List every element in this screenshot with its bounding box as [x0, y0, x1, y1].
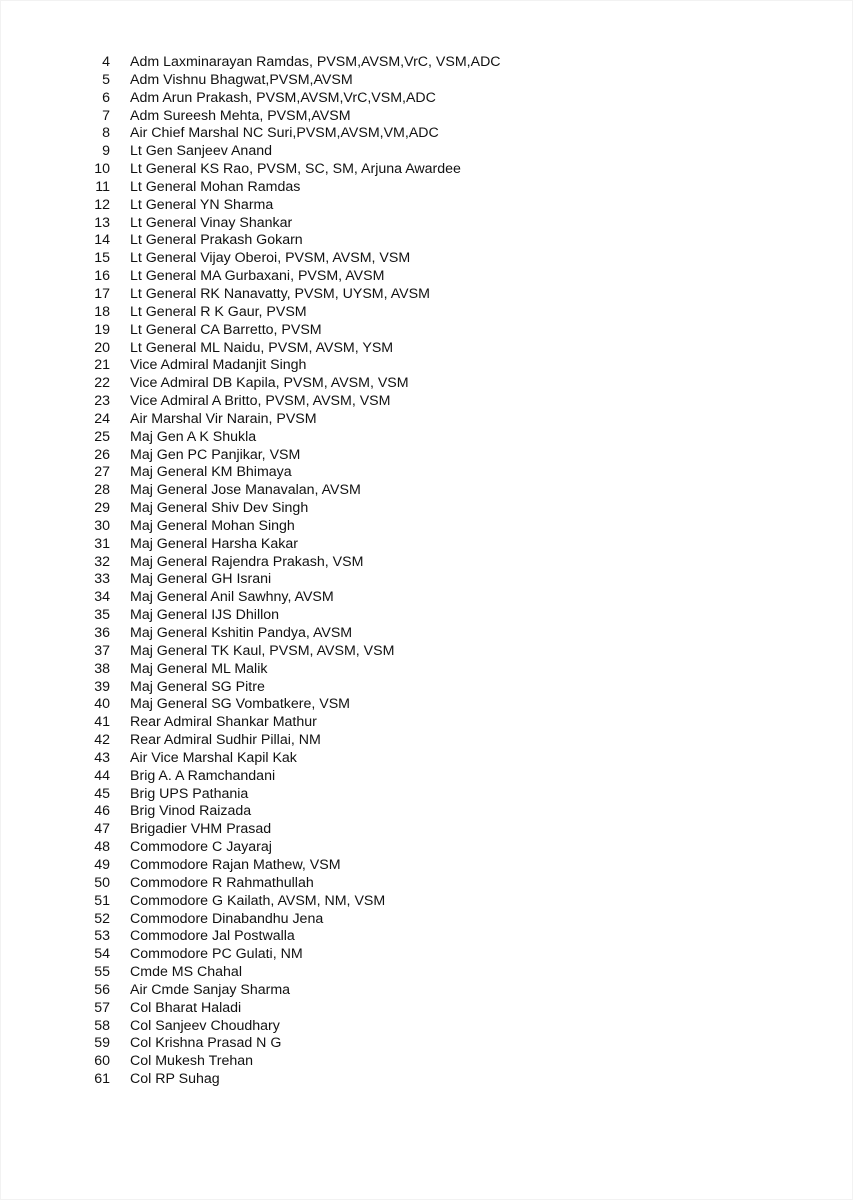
entry-number: 12 — [94, 196, 110, 213]
entry-name: Adm Arun Prakash, PVSM,AVSM,VrC,VSM,ADC — [130, 89, 436, 106]
entry-name: Rear Admiral Sudhir Pillai, NM — [130, 732, 321, 749]
entry-name: Brig Vinod Raizada — [130, 803, 252, 820]
entry-number: 49 — [94, 856, 110, 873]
entry-name: Maj General Jose Manavalan, AVSM — [130, 482, 361, 499]
list-item — [0, 304, 501, 322]
list-item — [0, 464, 501, 482]
list-item — [0, 500, 501, 518]
entry-number: 15 — [94, 250, 110, 267]
signatory-list — [0, 54, 501, 1089]
entry-name: Maj General Harsha Kakar — [130, 535, 298, 552]
list-item — [0, 1053, 501, 1071]
list-item — [0, 393, 501, 411]
entry-number: 42 — [94, 732, 110, 749]
entry-number: 10 — [94, 161, 110, 178]
list-item — [0, 215, 501, 233]
entry-number: 40 — [94, 696, 110, 713]
entry-name: Commodore Dinabandhu Jena — [130, 910, 324, 927]
entry-number: 43 — [94, 749, 110, 766]
entry-number: 50 — [94, 874, 110, 891]
list-item — [0, 946, 501, 964]
entry-number: 25 — [94, 428, 110, 445]
entry-number: 24 — [94, 410, 110, 427]
list-item — [0, 714, 501, 732]
list-item — [0, 875, 501, 893]
entry-name: Col Bharat Haladi — [130, 999, 242, 1016]
entry-name: Lt General ML Naidu, PVSM, AVSM, YSM — [130, 339, 394, 356]
list-item — [0, 197, 501, 215]
entry-name: Adm Sureesh Mehta, PVSM,AVSM — [130, 107, 351, 124]
entry-name: Commodore PC Gulati, NM — [130, 946, 303, 963]
entry-name: Lt General Vijay Oberoi, PVSM, AVSM, VSM — [130, 250, 411, 267]
entry-name: Vice Admiral A Britto, PVSM, AVSM, VSM — [130, 393, 391, 410]
list-item — [0, 143, 501, 161]
entry-name: Maj General SG Pitre — [130, 678, 265, 695]
list-item — [0, 696, 501, 714]
list-item — [0, 982, 501, 1000]
entry-number: 28 — [94, 482, 110, 499]
entry-number: 29 — [94, 500, 110, 517]
entry-name: Lt General CA Barretto, PVSM — [130, 321, 322, 338]
entry-number: 22 — [94, 375, 110, 392]
list-item — [0, 125, 501, 143]
entry-name: Lt Gen Sanjeev Anand — [130, 143, 272, 160]
entry-number: 46 — [94, 803, 110, 820]
list-item — [0, 893, 501, 911]
list-item — [0, 679, 501, 697]
entry-name: Maj General TK Kaul, PVSM, AVSM, VSM — [130, 642, 395, 659]
entry-name: Air Chief Marshal NC Suri,PVSM,AVSM,VM,ADC — [130, 125, 439, 142]
entry-name: Lt General MA Gurbaxani, PVSM, AVSM — [130, 268, 385, 285]
list-item — [0, 429, 501, 447]
list-item — [0, 108, 501, 126]
entry-name: Maj General GH Israni — [130, 571, 272, 588]
entry-number: 26 — [94, 446, 110, 463]
list-item — [0, 1018, 501, 1036]
list-item — [0, 411, 501, 429]
list-item — [0, 750, 501, 768]
entry-number: 55 — [94, 964, 110, 981]
entry-name: Col Krishna Prasad N G — [130, 1035, 282, 1052]
entry-number: 8 — [102, 125, 110, 142]
list-item — [0, 54, 501, 72]
entry-number: 36 — [94, 625, 110, 641]
list-item — [0, 357, 501, 375]
entry-number: 54 — [94, 946, 110, 963]
entry-number: 20 — [94, 339, 110, 356]
entry-name: Adm Laxminarayan Ramdas, PVSM,AVSM,VrC, VSM,ADC — [130, 54, 501, 70]
entry-name: Brig A. A Ramchandani — [130, 767, 276, 784]
entry-name: Commodore C Jayaraj — [130, 839, 272, 856]
entry-number: 56 — [94, 981, 110, 998]
entry-number: 48 — [94, 839, 110, 856]
list-item — [0, 536, 501, 554]
list-item — [0, 322, 501, 340]
entry-name: Maj General ML Malik — [130, 660, 268, 677]
list-item — [0, 732, 501, 750]
entry-number: 47 — [94, 821, 110, 838]
entry-number: 13 — [94, 214, 110, 231]
entry-name: Commodore Rajan Mathew, VSM — [130, 856, 341, 873]
entry-number: 58 — [94, 1017, 110, 1034]
list-item — [0, 786, 501, 804]
entry-number: 59 — [94, 1035, 110, 1052]
list-item — [0, 1071, 501, 1089]
list-item — [0, 607, 501, 625]
entry-number: 9 — [102, 143, 110, 160]
entry-name: Lt General YN Sharma — [130, 196, 274, 213]
entry-number: 32 — [94, 553, 110, 570]
entry-name: Commodore Jal Postwalla — [130, 928, 295, 945]
entry-number: 34 — [94, 589, 110, 606]
list-item — [0, 554, 501, 572]
list-item — [0, 839, 501, 857]
entry-name: Commodore G Kailath, AVSM, NM, VSM — [130, 892, 386, 909]
list-item — [0, 821, 501, 839]
entry-number: 39 — [94, 678, 110, 695]
entry-name: Lt General Mohan Ramdas — [130, 178, 301, 195]
list-item — [0, 1035, 501, 1053]
entry-name: Air Cmde Sanjay Sharma — [130, 981, 291, 998]
entry-name: Maj General Mohan Singh — [130, 517, 295, 534]
list-item — [0, 250, 501, 268]
list-item — [0, 661, 501, 679]
list-item — [0, 1000, 501, 1018]
entry-name: Maj Gen A K Shukla — [130, 428, 257, 445]
entry-number: 11 — [95, 178, 110, 195]
list-item — [0, 589, 501, 607]
entry-number: 38 — [94, 660, 110, 677]
entry-number: 19 — [94, 321, 110, 338]
list-item — [0, 268, 501, 286]
entry-name: Brig UPS Pathania — [130, 785, 249, 802]
entry-number: 51 — [94, 892, 110, 909]
list-item — [0, 803, 501, 821]
list-item — [0, 179, 501, 197]
entry-number: 6 — [102, 89, 110, 106]
entry-number: 60 — [94, 1053, 110, 1070]
entry-number: 61 — [94, 1071, 110, 1088]
entry-number: 5 — [102, 71, 110, 88]
entry-name: Maj General Rajendra Prakash, VSM — [130, 553, 364, 570]
entry-number: 33 — [94, 571, 110, 588]
entry-name: Maj General Anil Sawhny, AVSM — [130, 589, 334, 606]
list-item — [0, 857, 501, 875]
entry-name: Lt General Vinay Shankar — [130, 214, 293, 231]
list-item — [0, 625, 501, 643]
entry-number: 18 — [94, 303, 110, 320]
entry-number: 30 — [94, 517, 110, 534]
entry-number: 21 — [94, 357, 110, 374]
entry-name: Maj General KM Bhimaya — [130, 464, 292, 481]
entry-number: 53 — [94, 928, 110, 945]
list-item — [0, 768, 501, 786]
entry-number: 41 — [94, 714, 110, 731]
list-item — [0, 161, 501, 179]
entry-name: Lt General RK Nanavatty, PVSM, UYSM, AVSM — [130, 285, 430, 302]
list-item — [0, 482, 501, 500]
entry-number: 37 — [94, 642, 110, 659]
list-item — [0, 518, 501, 536]
list-item — [0, 340, 501, 358]
list-item — [0, 232, 501, 250]
entry-name: Cmde MS Chahal — [130, 964, 242, 981]
entry-name: Lt General Prakash Gokarn — [130, 232, 303, 249]
entry-name: Vice Admiral DB Kapila, PVSM, AVSM, VSM — [130, 375, 409, 392]
entry-name: Air Marshal Vir Narain, PVSM — [130, 410, 317, 427]
entry-number: 44 — [94, 767, 110, 784]
entry-name: Maj General IJS Dhillon — [130, 607, 280, 624]
entry-number: 35 — [94, 607, 110, 624]
entry-name: Col RP Suhag — [130, 1071, 220, 1088]
list-item — [0, 286, 501, 304]
entry-number: 52 — [94, 910, 110, 927]
list-item — [0, 72, 501, 90]
entry-name: Rear Admiral Shankar Mathur — [130, 714, 317, 731]
entry-name: Maj General SG Vombatkere, VSM — [130, 696, 350, 713]
entry-name: Col Mukesh Trehan — [130, 1053, 254, 1070]
entry-name: Lt General R K Gaur, PVSM — [130, 303, 307, 320]
entry-number: 57 — [94, 999, 110, 1016]
list-item — [0, 375, 501, 393]
list-item — [0, 928, 501, 946]
entry-name: Maj General Kshitin Pandya, AVSM — [130, 625, 353, 641]
entry-name: Lt General KS Rao, PVSM, SC, SM, Arjuna Awardee — [130, 161, 461, 178]
entry-number: 31 — [94, 535, 110, 552]
entry-name: Maj Gen PC Panjikar, VSM — [130, 446, 301, 463]
entry-name: Commodore R Rahmathullah — [130, 874, 314, 891]
list-item — [0, 911, 501, 929]
entry-number: 7 — [102, 107, 110, 124]
entry-name: Maj General Shiv Dev Singh — [130, 500, 309, 517]
entry-number: 17 — [94, 285, 110, 302]
entry-name: Air Vice Marshal Kapil Kak — [130, 749, 297, 766]
entry-number: 23 — [94, 393, 110, 410]
entry-number: 16 — [94, 268, 110, 285]
list-item — [0, 571, 501, 589]
entry-number: 4 — [102, 54, 110, 70]
list-item — [0, 90, 501, 108]
entry-number: 27 — [94, 464, 110, 481]
entry-name: Adm Vishnu Bhagwat,PVSM,AVSM — [130, 71, 353, 88]
list-item — [0, 643, 501, 661]
entry-number: 45 — [94, 785, 110, 802]
entry-name: Vice Admiral Madanjit Singh — [130, 357, 307, 374]
entry-name: Brigadier VHM Prasad — [130, 821, 272, 838]
list-item — [0, 964, 501, 982]
list-item — [0, 447, 501, 465]
entry-number: 14 — [94, 232, 110, 249]
entry-name: Col Sanjeev Choudhary — [130, 1017, 280, 1034]
